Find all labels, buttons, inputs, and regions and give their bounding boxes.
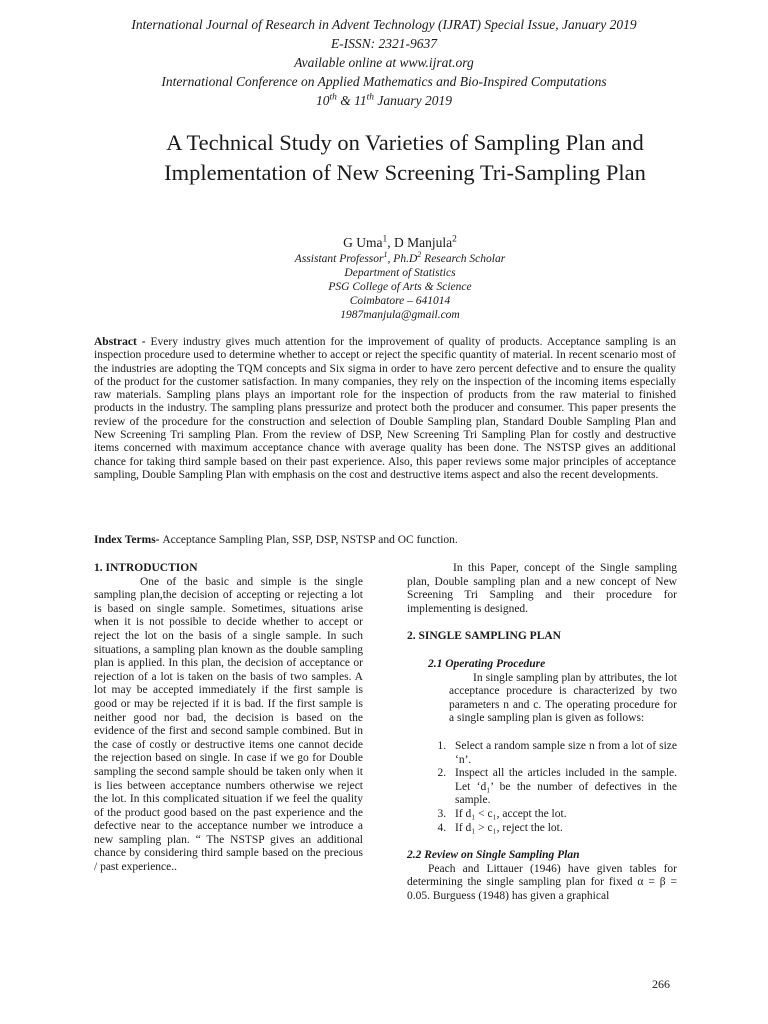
operating-procedure-text: In single sampling plan by attributes, the lot acceptance procedure is characterized by two parameters n and c. The operating procedure for a single sampling plan is given as follows: [449, 671, 677, 725]
website: Available online at www.ijrat.org [294, 55, 474, 70]
list-item: 4. If d₁ > c₁, reject the lot. [449, 822, 677, 836]
index-terms-text: Acceptance Sampling Plan, SSP, DSP, NSTSP and OC function. [162, 534, 458, 546]
issn: E-ISSN: 2321-9637 [330, 36, 438, 51]
section-heading-single-sampling: 2. SINGLE SAMPLING PLAN [407, 630, 561, 643]
page-number: 266 [652, 977, 670, 991]
city: Coimbatore – 641014 [349, 295, 451, 307]
department: Department of Statistics [344, 267, 456, 279]
index-terms [94, 533, 676, 547]
conference-name: International Conference on Applied Mathematics and Bio-Inspired Computations [161, 74, 607, 89]
abstract [94, 336, 676, 482]
journal-name: International Journal of Research in Advent Technology (IJRAT) Special Issue, January 2019 [131, 17, 637, 32]
left-column [94, 562, 363, 875]
introduction-paragraph: One of the basic and simple is the single sampling plan,the decision of accepting or rejecting a lot is based on single sample. Sometimes, situations arise when it is not possible to decide whether to accept or reject the lot on the basis of a single sample. In such situations, a sampling plan known as the double sampling plan is applied. In this plan, the decision of acceptance or rejection of a lot is taken on the basis of two samples. A lot may be accepted immediately if the first sample is good or may be rejected if it is bad. If the first sample is neither good nor bad, the decision is based on the evidence of the first and second sample combined. But in the case of costly or destructive items one cannot decide the rejection based on single. In case if we go for Double sampling the second sample should be taken only when it is lies between acceptance numbers otherwise we reject the lot. In this complicated situation if we feel the quality of the product good based on the past experience and the defective near to the acceptance number we introduce a new sampling plan. “ The NSTSP gives an additional chance by considering third sample based on the precious / past experience.. [94, 575, 363, 874]
author-block [200, 235, 600, 322]
right-column [407, 562, 677, 903]
section-heading-introduction: 1. INTRODUCTION [94, 562, 198, 574]
list-item: 2. Inspect all the articles included in the sample. Let ‘d₁’ be the number of defectives in the sample. [449, 767, 677, 808]
review-ssp-text: Peach and Littauer (1946) have given tables for determining the single sampling plan for fixed α = β = 0.05. Burguess (1948) has given a graphical [407, 862, 677, 902]
list-item: 3. If d₁ < c₁, accept the lot. [449, 808, 677, 822]
subsection-review-ssp: 2.2 Review on Single Sampling Plan [407, 849, 580, 862]
author-roles: Assistant Professor$^1$, $Ph.D^2$ Research Scholar [294, 250, 506, 265]
scope-paragraph: In this Paper, concept of the Single sampling plan, Double sampling plan and a new concept of New Screening Tri Sampling and their procedure for implementing is designed. [407, 562, 677, 615]
abstract-text: Every industry gives much attention for the improvement of quality of products. Acceptance sampling is an inspection procedure used to determine whether to accept or reject the specific quantity of material. In recent scenario most of the industries are adopting the TQM concepts and Six sigma in order to have zero percent defective and to ensure the quality of the product for the customer satisfaction. In many companies, they rely on the inspection of the incoming items especially raw materials. Sampling plans plays an important role for the inspection of products from the raw material to finished products in the industry. The sampling plans pressurize and protect both the producer and consumer. This paper presents the review of the procedure for the construction and selection of Double Sampling plan, Standard Double Sampling Plan and New Screening Tri sampling Plan. From the review of DSP, New Screening Tri Sampling Plan for costly and destructive items concerned with maximum acceptance chance with average quality has been done. The NSTSP gives an additional chance for taking third sample based on their past experience. Also, this paper reviews some major principles of acceptance sampling, Double Sampling Plan with emphasis on the cost and destructive items aspect and also the recent developments. [94, 336, 676, 481]
email: 1987manjula@gmail.com [340, 309, 460, 321]
paper-title: A Technical Study on Varieties of Sampling Plan and Implementation of New Screening Tri-Sampling Plan [164, 130, 646, 185]
list-item: 1. Select a random sample size n from a lot of size ‘n’. [449, 740, 677, 767]
subsection-operating-procedure: 2.1 Operating Procedure [428, 657, 546, 670]
author-names: G Uma$^1$, D Manjula$^2$ [343, 234, 457, 250]
journal-header [0, 15, 768, 110]
abstract-label: Abstract - [94, 336, 151, 348]
conference-date: 10th & 11th January 2019 [316, 92, 452, 108]
index-terms-label: Index Terms- [94, 534, 163, 546]
procedure-list [407, 740, 677, 835]
college: PSG College of Arts & Science [328, 281, 472, 293]
